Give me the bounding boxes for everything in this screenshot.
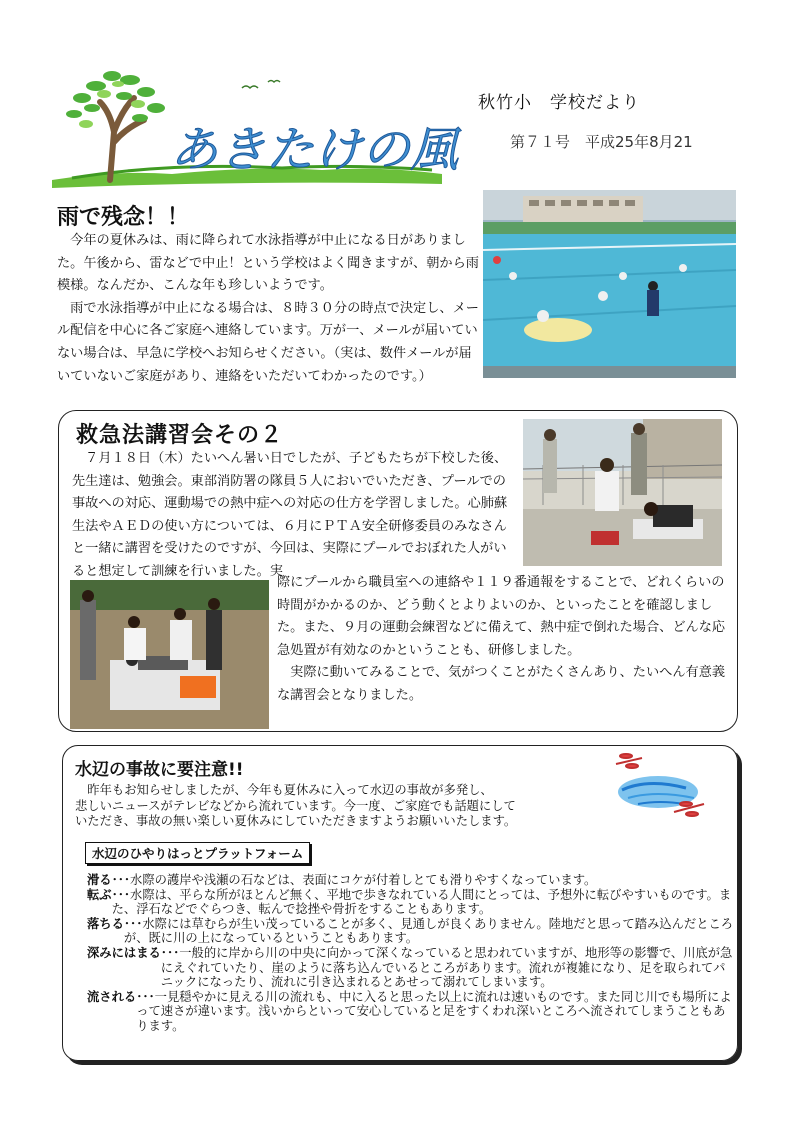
article1-paragraph: 雨で水泳指導が中止になる場合は、８時３０分の時点で決定し、メール配信を中心に各ご家庭へ連絡しています。万が一、メールが届いていない場合は、早急に学校へお知らせください。（実は、数件メールが届いていないご家庭があり、連絡をいただいてわかったのです。） [57, 300, 479, 384]
intro-line: いただき、事故の無い楽しい夏休みにしていただきますようお願いいたします。 [75, 814, 517, 828]
school-title: 秋竹小 学校だより [478, 93, 640, 113]
article2-paragraph: 実際に動いてみることで、気がつくことがたくさんあり、たいへん有意義な講習会となりました。 [277, 665, 726, 703]
hazard-desc: ･･･水際には草むらが生い茂っていることが多く、見通しが良くありません。陸地だと思って踏み込んだところが、既に川の上になっているということもあります。 [123, 916, 734, 946]
pool-photo [483, 190, 736, 378]
tree-logo-icon [52, 62, 462, 192]
hazard-term: 転ぶ [87, 887, 112, 902]
hazard-term: 滑る [87, 873, 112, 887]
outdoor-training-photo [70, 580, 269, 729]
hazard-item [87, 873, 737, 888]
article2-paragraph: 際にプールから職員室への連絡や１１９番通報をすることで、どれくらいの時間がかかるのか、どう動くとよりよいのか、といったことを確認しました。また、９月の運動会練習などに備えて、熱中症で倒れた場合、どんな応急処置が有効なのかということも、研修しました。 [277, 575, 726, 658]
article2-paragraph: ７月１８日（木）たいへん暑い日でしたが、子どもたちが下校した後、先生達は、勉強会。東部消防署の隊員５人においでいただき、プールでの事故への対応、運動場での熱中症への対応の仕方を学習しました。心肺蘇生法やＡＥＤの使い方については、６月にＰＴＡ安全研修委員のみなさんと一緒に講習を受けたのですが、今回は、実際にプールでおぼれた人がいると想定して訓練を行いました。実 [72, 451, 508, 579]
hazard-term: 流される [87, 989, 137, 1004]
article1-title: 雨で残念！！ [57, 205, 190, 230]
hazard-term: 深みにはまる [87, 945, 161, 960]
intro-line: 悲しいニュースがテレビなどから流れています。今一度、ご家庭でも話題にして [75, 798, 516, 813]
hazard-desc: ･･･水際の護岸や浅瀬の石などは、表面にコケが付着しとても滑りやすくなっています。 [111, 873, 597, 887]
article1-body [57, 230, 479, 388]
intro-line: 昨年もお知らせしましたが、今年も夏休みに入って水辺の事故が多発し、 [75, 783, 493, 797]
hazard-desc: ･･･一般的に岸から川の中央に向かって深くなっていると思われていますが、地形等の影響で、川底が急にえぐれていたり、崖のように落ち込んでいるところがあります。流れが複雑になり、足を取られてパニックになったり、流れに引き込まれるとあせって溺れてしまいます。 [160, 945, 733, 990]
article2-body-bottom [277, 572, 729, 708]
hazard-item [87, 917, 737, 946]
hazard-desc: ･･･水際は、平らな所がほとんど無く、平地で歩きなれている人間にとっては、予想外に転びやすいものです。また、浮石などでぐらつき、転んで捻挫や骨折をすることもあります。 [111, 887, 732, 917]
hazard-desc: ･･･一見穏やかに見える川の流れも、中に入ると思った以上に流れは速いものです。また同じ川でも場所によって速さが違います。浅いからといって安心していると足をすくわれ深いところへ流されてしまうこともあります。 [136, 989, 732, 1033]
article3-title: 水辺の事故に要注意!! [75, 760, 244, 780]
cpr-training-photo [523, 419, 722, 566]
article3-intro [75, 783, 615, 830]
logo-text: あきたけの風 [170, 122, 459, 178]
hazard-subheading: 水辺のひやりはっとプラットフォーム [85, 842, 310, 864]
issue-number: 第７１号 平成25年8月21 [510, 133, 693, 151]
article1-paragraph: 今年の夏休みは、雨に降られて水泳指導が中止になる日がありました。午後から、雷などで中止！という学校はよく聞きますが、朝から雨模様。なんだか、こんな年も珍しいようです。 [57, 233, 479, 294]
article2-title: 救急法講習会その２ [76, 423, 284, 448]
hazard-term: 落ちる [87, 916, 124, 931]
article2-body-top [72, 448, 518, 584]
newsletter-logo [52, 62, 462, 192]
hazard-item [87, 990, 737, 1034]
hazard-item [87, 946, 737, 990]
hazard-item [87, 888, 737, 917]
dragonfly-water-icon [608, 748, 718, 828]
hazard-list [87, 873, 737, 1034]
